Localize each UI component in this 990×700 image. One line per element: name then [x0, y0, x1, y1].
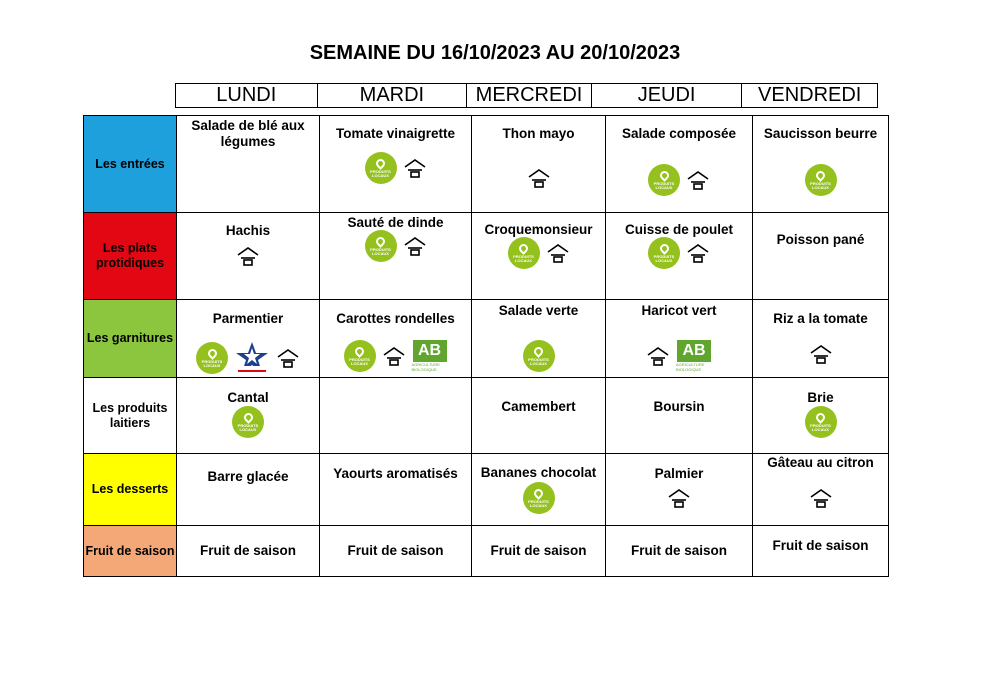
label-icons: [753, 344, 888, 364]
menu-cell: [752, 377, 889, 454]
menu-grid: [83, 115, 888, 576]
dish-name: Cantal: [227, 390, 269, 405]
label-icons: [472, 482, 605, 514]
menu-cell: [471, 525, 606, 577]
dish-name: Poisson pané: [776, 232, 865, 247]
day-friday: VENDREDI: [758, 84, 862, 106]
label-icons: [606, 237, 752, 269]
dish-name: Camembert: [501, 399, 576, 414]
label-icons: [177, 406, 319, 438]
fait-maison-icon: [667, 488, 691, 508]
dish-name: Croquemonsieur: [484, 222, 593, 237]
category-2: Les plats protidiques: [83, 212, 177, 300]
label-icons: [753, 164, 888, 196]
fait-maison-icon: [686, 243, 710, 263]
category-3: Les garnitures: [83, 299, 177, 378]
menu-cell: [752, 212, 889, 300]
produit-local-icon: PRODUITS LOCAUX: [196, 342, 228, 374]
produit-local-icon: PRODUITS LOCAUX: [648, 164, 680, 196]
dish-name: Riz a la tomate: [773, 311, 868, 326]
fait-maison-icon: [809, 488, 833, 508]
category-1: Les entrées: [83, 115, 177, 213]
agriculture-bio-icon: AB AGRICULTURE BIOLOGIQUE: [412, 340, 448, 372]
menu-cell: [319, 212, 472, 300]
menu-cell: [319, 453, 472, 526]
dish-name: Fruit de saison: [630, 543, 728, 558]
dish-name: Boursin: [653, 399, 705, 414]
dish-name: Tomate vinaigrette: [335, 126, 456, 141]
menu-cell: [471, 453, 606, 526]
label-icons: [320, 340, 471, 372]
menu-cell: [176, 212, 320, 300]
menu-cell: [319, 299, 472, 378]
dish-name: Haricot vert: [641, 303, 717, 318]
produit-local-icon: PRODUITS LOCAUX: [805, 406, 837, 438]
fait-maison-icon: [382, 346, 406, 366]
menu-cell: [471, 299, 606, 378]
label-icons: [606, 164, 752, 196]
dish-name: Hachis: [225, 223, 271, 238]
menu-cell: [471, 115, 606, 213]
menu-cell: [605, 377, 753, 454]
menu-cell: [605, 525, 753, 577]
dish-name: Gâteau au citron: [767, 455, 874, 470]
agriculture-bio-icon: AB AGRICULTURE BIOLOGIQUE: [676, 340, 712, 372]
menu-cell: [176, 115, 320, 213]
menu-title: SEMAINE DU 16/10/2023 AU 20/10/2023: [309, 42, 681, 64]
produit-local-icon: PRODUITS LOCAUX: [523, 340, 555, 372]
dish-name: Salade composée: [621, 126, 737, 141]
fait-maison-icon: [686, 170, 710, 190]
label-icons: [177, 246, 319, 266]
fait-maison-icon: [236, 246, 260, 266]
produit-local-icon: PRODUITS LOCAUX: [232, 406, 264, 438]
label-icons: [320, 230, 471, 262]
menu-cell: [752, 453, 889, 526]
dish-name: Saucisson beurre: [763, 126, 878, 141]
produit-local-icon: PRODUITS LOCAUX: [523, 482, 555, 514]
menu-cell: [605, 115, 753, 213]
menu-cell: [605, 212, 753, 300]
dish-name: Thon mayo: [502, 126, 575, 141]
produit-local-icon: PRODUITS LOCAUX: [365, 230, 397, 262]
category-4: Les produits laitiers: [83, 377, 177, 454]
dish-name: Carottes rondelles: [336, 311, 455, 326]
label-icons: [320, 152, 471, 184]
produit-local-icon: PRODUITS LOCAUX: [648, 237, 680, 269]
produit-local-icon: PRODUITS LOCAUX: [508, 237, 540, 269]
label-icons: [177, 340, 319, 376]
menu-cell: [605, 453, 753, 526]
fait-maison-icon: [527, 168, 551, 188]
label-icons: [472, 340, 605, 372]
day-monday: LUNDI: [176, 84, 318, 107]
dish-name: Salade de blé aux légumes: [191, 118, 305, 149]
dish-name: Fruit de saison: [347, 543, 444, 558]
label-icons: [472, 168, 605, 188]
dish-name: Brie: [807, 390, 834, 405]
day-wednesday: MERCREDI: [467, 84, 592, 107]
menu-cell: [752, 299, 889, 378]
menu-cell: [176, 377, 320, 454]
viande-bovine-francaise-icon: [234, 340, 270, 376]
category-6: Fruit de saison: [83, 525, 177, 577]
label-icons: [606, 488, 752, 508]
label-icons: [753, 406, 888, 438]
dish-name: Parmentier: [212, 311, 284, 326]
produit-local-icon: PRODUITS LOCAUX: [365, 152, 397, 184]
menu-cell: [176, 453, 320, 526]
label-icons: [472, 237, 605, 269]
fait-maison-icon: [809, 344, 833, 364]
days-header: [175, 83, 878, 108]
produit-local-icon: PRODUITS LOCAUX: [344, 340, 376, 372]
produit-local-icon: PRODUITS LOCAUX: [805, 164, 837, 196]
menu-cell: [319, 525, 472, 577]
fait-maison-icon: [403, 158, 427, 178]
dish-name: Cuisse de poulet: [624, 222, 734, 237]
dish-name: Fruit de saison: [490, 543, 587, 558]
menu-cell: [605, 299, 753, 378]
fait-maison-icon: [403, 236, 427, 256]
dish-name: Fruit de saison: [199, 543, 297, 558]
day-tuesday: MARDI: [318, 84, 468, 107]
fait-maison-icon: [276, 348, 300, 368]
day-thursday: JEUDI: [592, 84, 743, 107]
menu-cell: [752, 525, 889, 577]
dish-name: Sauté de dinde: [347, 215, 444, 230]
category-5: Les desserts: [83, 453, 177, 526]
menu-cell: [319, 377, 472, 454]
dish-name: Salade verte: [498, 303, 579, 318]
fait-maison-icon: [646, 346, 670, 366]
menu-cell: [319, 115, 472, 213]
label-icons: [606, 340, 752, 372]
dish-name: Fruit de saison: [772, 538, 869, 553]
dish-name: Yaourts aromatisés: [333, 466, 458, 481]
dish-name: Barre glacée: [207, 469, 289, 484]
dish-name: Bananes chocolat: [480, 465, 597, 480]
menu-cell: [752, 115, 889, 213]
menu-cell: [471, 212, 606, 300]
dish-name: Palmier: [654, 466, 704, 481]
fait-maison-icon: [546, 243, 570, 263]
menu-cell: [176, 299, 320, 378]
menu-cell: [471, 377, 606, 454]
menu-cell: [176, 525, 320, 577]
label-icons: [753, 488, 888, 508]
